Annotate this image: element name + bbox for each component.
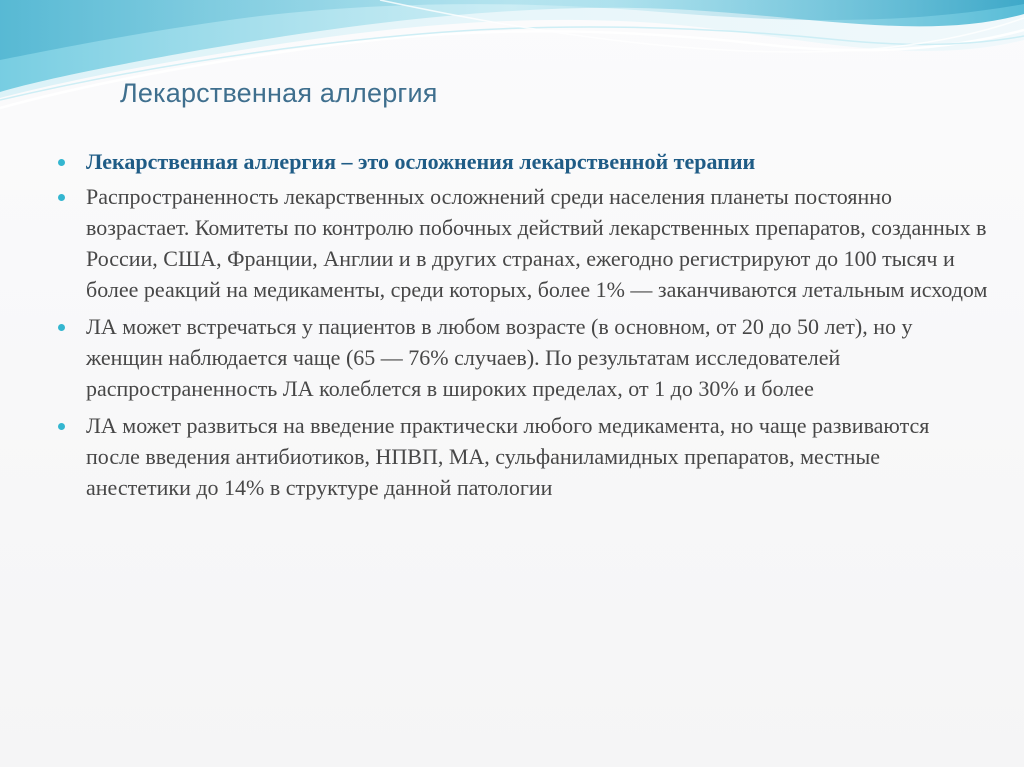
bullet-dot-icon — [58, 423, 65, 430]
list-item — [58, 311, 988, 404]
list-item — [58, 410, 988, 503]
list-item — [58, 181, 988, 305]
list-item — [58, 146, 988, 177]
bullet-text: ЛА может встречаться у пациентов в любом возрасте (в основном, от 20 до 50 лет), но у женщин наблюдается чаще (65 — 76% случаев). По результатам исследователей распространенность ЛА колеблется в широких пределах, от 1 до 30% и более — [86, 314, 913, 401]
bullet-dot-icon — [58, 324, 65, 331]
bullet-dot-icon — [58, 194, 65, 201]
header-wave-decoration — [0, 0, 1024, 130]
bullet-text: ЛА может развиться на введение практически любого медикамента, но чаще развиваются после введения антибиотиков, НПВП, МА, сульфаниламидных препаратов, местные анестетики до 14% в структуре данной патологии — [86, 413, 930, 500]
bullet-list — [58, 146, 988, 509]
slide-title: Лекарственная аллергия — [120, 78, 438, 108]
bullet-text: Лекарственная аллергия – это осложнения лекарственной терапии — [86, 149, 756, 174]
bullet-text: Распространенность лекарственных осложнений среди населения планеты постоянно возрастает. Комитеты по контролю побочных действий лекарственных препаратов, созданных в России, США, Франции, Англии и в других странах, ежегодно регистрируют до 100 тысяч и более реакций на медикаменты, среди которых, более 1% — заканчиваются летальным исходом — [86, 184, 988, 302]
bullet-dot-icon — [58, 159, 65, 166]
